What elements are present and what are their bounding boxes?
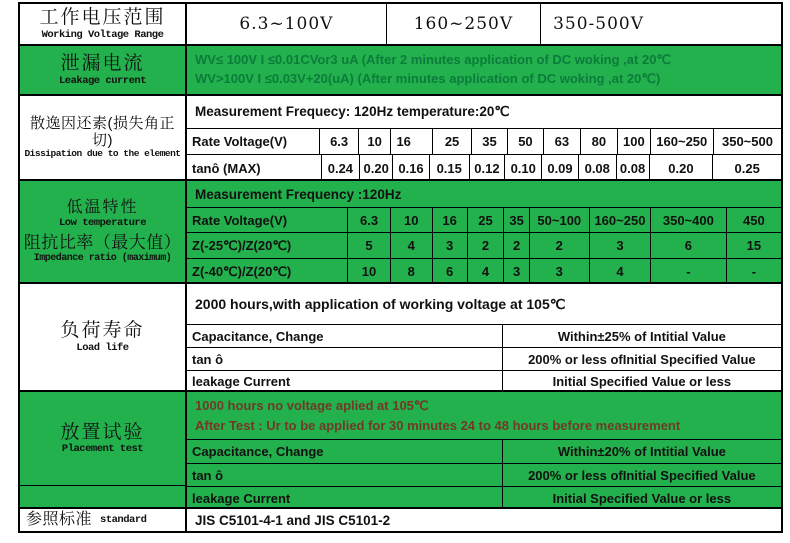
placement-condition-line-2: After Test : Ur to be applied for 30 minutes 24 to 48 hours before measurement	[195, 417, 681, 433]
dissipation-tan-row	[187, 154, 781, 181]
z25-cell: 4	[390, 233, 432, 258]
dissipation-voltage-cell: 35	[471, 129, 507, 154]
dissipation-voltage-cell: 25	[432, 129, 471, 154]
load-life-item: leakage Current	[192, 374, 291, 389]
z40-cell: 8	[390, 259, 432, 284]
low-temp-voltage-cell: 10	[390, 208, 432, 232]
row-load-life	[20, 282, 781, 390]
z40-cell: -	[650, 259, 726, 284]
low-temp-label	[20, 181, 187, 282]
leakage-label-zh: 泄漏电流	[60, 53, 145, 75]
dissipation-voltage-cell: 350~500	[713, 129, 781, 154]
load-life-spec: Within±25% of Intitial Value	[502, 325, 781, 347]
low-temp-label-zh: 低温特性	[66, 198, 139, 216]
z25-cell: 6	[650, 233, 726, 258]
standard-label-en: standard	[100, 513, 147, 526]
dissipation-voltage-cell: 16	[390, 129, 431, 154]
dissipation-tan-cell: 0.12	[469, 155, 505, 181]
load-life-item: Capacitance, Change	[192, 328, 324, 344]
low-temp-condition: Measurement Frequency :120Hz	[195, 186, 402, 202]
load-life-cap-row	[187, 324, 781, 347]
low-temp-voltage-cell: 25	[467, 208, 504, 232]
dissipation-voltage-cell: 160~250	[650, 129, 713, 154]
dissipation-tan-cell: 0.16	[392, 155, 429, 181]
row-leakage-current	[20, 44, 781, 94]
z25-cell: 5	[347, 233, 390, 258]
standard-label	[20, 509, 187, 531]
working-voltage-label-en: Working Voltage Range	[41, 28, 164, 41]
placement-item: leakage Current	[192, 490, 291, 506]
dissipation-tan-cell: 0.20	[649, 155, 713, 181]
standard-value: JIS C5101-4-1 and JIS C5101-2	[195, 512, 391, 528]
low-temp-voltage-cell: 16	[432, 208, 467, 232]
row-working-voltage	[20, 4, 781, 44]
low-temp-voltage-cell: 50~100	[529, 208, 589, 232]
load-life-item: tan ô	[192, 351, 224, 367]
standard-label-zh: 参照标准	[26, 510, 93, 528]
leakage-label-en: Leakage current	[58, 74, 146, 87]
dissipation-tan-cell: 0.20	[359, 155, 392, 181]
low-temp-row-header: Rate Voltage(V)	[192, 212, 288, 228]
low-temp-voltage-cell: 6.3	[347, 208, 390, 232]
placement-item: tan ô	[192, 467, 224, 483]
load-life-spec: 200% or less ofInitial Specified Value	[502, 348, 781, 370]
z40-cell: 3	[529, 259, 589, 284]
working-voltage-row	[187, 4, 781, 44]
placement-label-en: Placement test	[61, 443, 144, 456]
placement-tan-row	[187, 463, 781, 486]
load-life-leakage-row	[187, 370, 781, 392]
working-voltage-values	[187, 4, 781, 44]
load-life-spec: Initial Specified Value or less	[502, 371, 781, 392]
dissipation-voltage-cell: 50	[507, 129, 543, 154]
low-temp-z40-row	[187, 258, 781, 284]
dissipation-voltage-row	[187, 128, 781, 154]
z40-header: Z(-40℃)/Z(20℃)	[192, 263, 292, 279]
dissipation-voltage-cell: 10	[358, 129, 391, 154]
dissipation-tan-cell: 0.15	[429, 155, 469, 181]
low-temp-voltage-row	[187, 207, 781, 232]
load-life-label-en: Load life	[76, 341, 129, 354]
working-voltage-label-zh: 工作电压范围	[39, 7, 166, 29]
dissipation-tan-cell: 0.10	[504, 155, 541, 181]
placement-spec: Within±20% of Intitial Value	[502, 440, 781, 463]
impedance-label-zh: 阻抗比率（最大值）	[23, 233, 182, 253]
voltage-range-cell: 350-500V	[540, 4, 781, 44]
dissipation-tan-cell: 0.24	[321, 155, 360, 181]
z25-cell: 2	[529, 233, 589, 258]
z40-cell: 6	[432, 259, 467, 284]
dissipation-tan-cell: 0.08	[616, 155, 649, 181]
z40-cell: 10	[347, 259, 390, 284]
placement-leakage-row	[187, 486, 781, 509]
placement-condition-line-1: 1000 hours no voltage aplied at 105℃	[195, 398, 429, 413]
dissipation-label-zh: 散逸因还素(损失角正切)	[30, 114, 175, 150]
z25-cell: 2	[467, 233, 504, 258]
placement-spec: 200% or less ofInitial Specified Value	[502, 464, 781, 486]
z25-cell: 3	[432, 233, 467, 258]
z40-cell: 3	[503, 259, 528, 284]
voltage-range-cell: 6.3~100V	[239, 14, 334, 34]
load-life-label-zh: 负荷寿命	[60, 320, 145, 342]
dissipation-voltage-cell: 63	[543, 129, 579, 154]
dissipation-voltage-cell: 100	[617, 129, 650, 154]
low-temp-voltage-cell: 160~250	[589, 208, 650, 232]
dissipation-voltage-cell: 6.3	[319, 129, 357, 154]
load-life-condition: 2000 hours,with application of working voltage at 105℃	[195, 295, 566, 312]
placement-label-column	[20, 392, 187, 507]
low-temp-label-en: Low temperature	[58, 217, 146, 230]
voltage-range-cell: 160~250V	[386, 4, 540, 44]
leakage-label	[20, 46, 187, 94]
z40-cell: 4	[467, 259, 504, 284]
dissipation-label-en: Dissipation due to the element	[24, 148, 181, 160]
placement-label	[20, 392, 185, 486]
row-low-temperature	[20, 179, 781, 282]
dissipation-tan-cell: 0.08	[578, 155, 616, 181]
placement-label-empty-cell	[20, 486, 185, 507]
working-voltage-label	[20, 4, 187, 44]
row-placement-test	[20, 390, 781, 507]
leakage-spec-text	[187, 46, 781, 94]
impedance-label-en: Impedance ratio (maximum)	[33, 252, 172, 264]
placement-item: Capacitance, Change	[192, 444, 324, 459]
leakage-line-2: WV>100V I ≤0.03V+20(uA) (After minutes application of DC woking ,at 20℃)	[195, 71, 661, 86]
spec-table	[18, 2, 783, 533]
dissipation-tan-header: tanô (MAX)	[192, 160, 261, 176]
z40-cell: 4	[589, 259, 650, 284]
placement-spec: Initial Specified Value or less	[502, 487, 781, 509]
low-temp-voltage-cell: 35	[503, 208, 528, 232]
row-dissipation	[20, 94, 781, 179]
dissipation-row-header: Rate Voltage(V)	[192, 134, 288, 149]
dissipation-label	[20, 96, 187, 179]
low-temp-z25-row	[187, 232, 781, 258]
placement-label-zh: 放置试验	[60, 421, 145, 443]
z25-cell: 15	[726, 233, 781, 258]
z40-cell: -	[726, 259, 781, 284]
placement-cap-row	[187, 439, 781, 463]
z25-cell: 3	[589, 233, 650, 258]
leakage-line-1: WV≤ 100V I ≤0.01CVor3 uA (After 2 minutes application of DC woking ,at 20℃	[195, 52, 672, 68]
dissipation-voltage-cell: 80	[580, 129, 617, 154]
load-life-tan-row	[187, 347, 781, 370]
row-standard	[20, 507, 781, 531]
z25-cell: 2	[503, 233, 528, 258]
low-temp-voltage-cell: 450	[726, 208, 781, 232]
dissipation-condition: Measurement Frequecy: 120Hz temperature:20℃	[195, 104, 510, 119]
dissipation-tan-cell: 0.09	[541, 155, 578, 181]
z25-header: Z(-25℃)/Z(20℃)	[192, 237, 292, 253]
dissipation-tan-cell: 0.25	[712, 155, 781, 181]
load-life-label	[20, 284, 187, 390]
placement-condition	[187, 392, 781, 439]
low-temp-voltage-cell: 350~400	[650, 208, 726, 232]
